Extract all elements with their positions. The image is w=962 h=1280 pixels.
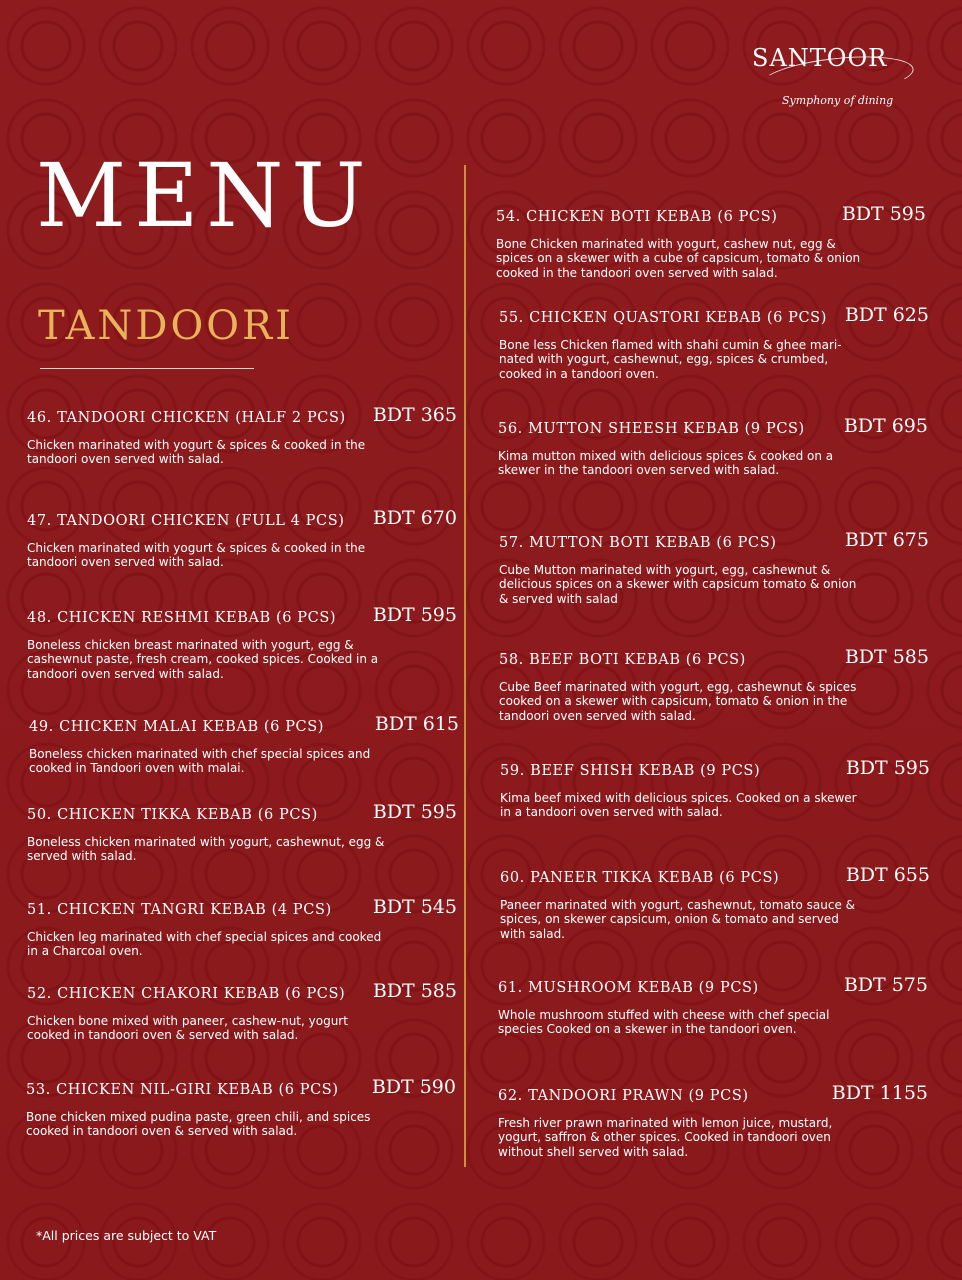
item-name: 51. CHICKEN TANGRI KEBAB (4 PCS) bbox=[27, 902, 332, 918]
item-name: 48. CHICKEN RESHMI KEBAB (6 PCS) bbox=[27, 610, 337, 626]
item-name: 47. TANDOORI CHICKEN (FULL 4 PCS) bbox=[27, 513, 345, 529]
item-description: Kima mutton mixed with delicious spices & cooked on a skewer in the tandoori oven served with salad. bbox=[498, 449, 834, 478]
item-description: Cube Mutton marinated with yogurt, egg, cashewnut & delicious spices on a skewer with capsicum tomato & onion & served with salad bbox=[499, 563, 857, 606]
logo-wordmark: SANTOOR bbox=[752, 44, 888, 72]
item-price: BDT 625 bbox=[844, 304, 929, 326]
item-description: Chicken leg marinated with chef special spices and cooked in a Charcoal oven. bbox=[27, 930, 382, 959]
vat-footnote: *All prices are subject to VAT bbox=[36, 1228, 217, 1243]
section-underline bbox=[40, 368, 254, 369]
item-name: 57. MUTTON BOTI KEBAB (6 PCS) bbox=[499, 535, 777, 551]
item-description: Boneless chicken breast marinated with yogurt, egg & cashewnut paste, fresh cream, cooked spices. Cooked in a tandoori oven served with salad. bbox=[27, 638, 379, 681]
item-price: BDT 695 bbox=[843, 415, 928, 437]
item-price: BDT 655 bbox=[845, 864, 930, 886]
page-title: MENU bbox=[36, 144, 374, 247]
item-description: Paneer marinated with yogurt, cashewnut, tomato sauce & spices, on skewer capsicum, onion & tomato and served with salad. bbox=[500, 898, 856, 941]
item-name: 60. PANEER TIKKA KEBAB (6 PCS) bbox=[500, 870, 780, 886]
item-price: BDT 595 bbox=[372, 604, 457, 626]
item-price: BDT 595 bbox=[841, 203, 926, 225]
logo-tagline: Symphony of dining bbox=[782, 94, 894, 107]
item-description: Chicken marinated with yogurt & spices & cooked in the tandoori oven served with salad. bbox=[27, 438, 366, 467]
item-name: 58. BEEF BOTI KEBAB (6 PCS) bbox=[499, 652, 746, 668]
item-price: BDT 595 bbox=[845, 757, 930, 779]
item-description: Chicken marinated with yogurt & spices & cooked in the tandoori oven served with salad. bbox=[27, 541, 366, 570]
item-name: 46. TANDOORI CHICKEN (HALF 2 PCS) bbox=[27, 410, 346, 426]
item-name: 56. MUTTON SHEESH KEBAB (9 PCS) bbox=[498, 421, 805, 437]
item-name: 50. CHICKEN TIKKA KEBAB (6 PCS) bbox=[27, 807, 318, 823]
brand-logo bbox=[752, 44, 922, 114]
item-price: BDT 615 bbox=[374, 713, 459, 735]
item-price: BDT 545 bbox=[372, 896, 457, 918]
item-description: Kima beef mixed with delicious spices. Cooked on a skewer in a tandoori oven served with salad. bbox=[500, 791, 857, 820]
item-description: Chicken bone mixed with paneer, cashew-nut, yogurt cooked in tandoori oven & served with salad. bbox=[27, 1014, 348, 1043]
item-price: BDT 585 bbox=[844, 646, 929, 668]
item-description: Fresh river prawn marinated with lemon juice, mustard, yogurt, saffron & other spices. Cooked in tandoori oven without shell served with salad. bbox=[498, 1116, 833, 1159]
item-name: 53. CHICKEN NIL-GIRI KEBAB (6 PCS) bbox=[26, 1082, 339, 1098]
item-price: BDT 675 bbox=[844, 529, 929, 551]
item-price: BDT 585 bbox=[372, 980, 457, 1002]
item-description: Bone Chicken marinated with yogurt, cashew nut, egg & spices on a skewer with a cube of capsicum, tomato & onion cooked in the tandoori oven served with salad. bbox=[496, 237, 861, 280]
item-description: Boneless chicken marinated with yogurt, cashewnut, egg & served with salad. bbox=[27, 835, 385, 864]
item-name: 62. TANDOORI PRAWN (9 PCS) bbox=[498, 1088, 749, 1104]
item-description: Bone chicken mixed pudina paste, green chili, and spices cooked in tandoori oven & served with salad. bbox=[26, 1110, 371, 1139]
item-name: 55. CHICKEN QUASTORI KEBAB (6 PCS) bbox=[499, 310, 827, 326]
item-description: Whole mushroom stuffed with cheese with chef special species Cooked on a skewer in the tandoori oven. bbox=[498, 1008, 830, 1037]
item-name: 52. CHICKEN CHAKORI KEBAB (6 PCS) bbox=[27, 986, 346, 1002]
item-price: BDT 590 bbox=[371, 1076, 456, 1098]
item-description: Cube Beef marinated with yogurt, egg, cashewnut & spices cooked on a skewer with capsicum, tomato & onion in the tandoori oven served with salad. bbox=[499, 680, 857, 723]
item-name: 61. MUSHROOM KEBAB (9 PCS) bbox=[498, 980, 759, 996]
item-description: Bone less Chicken flamed with shahi cumin & ghee mari-nated with yogurt, cashewnut, egg, spices & crumbed, cooked in a tandoori oven. bbox=[499, 338, 842, 381]
item-description: Boneless chicken marinated with chef special spices and cooked in Tandoori oven with malai. bbox=[29, 747, 371, 776]
column-divider bbox=[464, 165, 466, 1167]
item-price: BDT 670 bbox=[372, 507, 457, 529]
item-price: BDT 1155 bbox=[831, 1082, 928, 1104]
item-price: BDT 575 bbox=[843, 974, 928, 996]
item-price: BDT 595 bbox=[372, 801, 457, 823]
item-name: 59. BEEF SHISH KEBAB (9 PCS) bbox=[500, 763, 761, 779]
section-title: TANDOORI bbox=[38, 303, 294, 349]
item-name: 49. CHICKEN MALAI KEBAB (6 PCS) bbox=[29, 719, 325, 735]
item-name: 54. CHICKEN BOTI KEBAB (6 PCS) bbox=[496, 209, 778, 225]
item-price: BDT 365 bbox=[372, 404, 457, 426]
